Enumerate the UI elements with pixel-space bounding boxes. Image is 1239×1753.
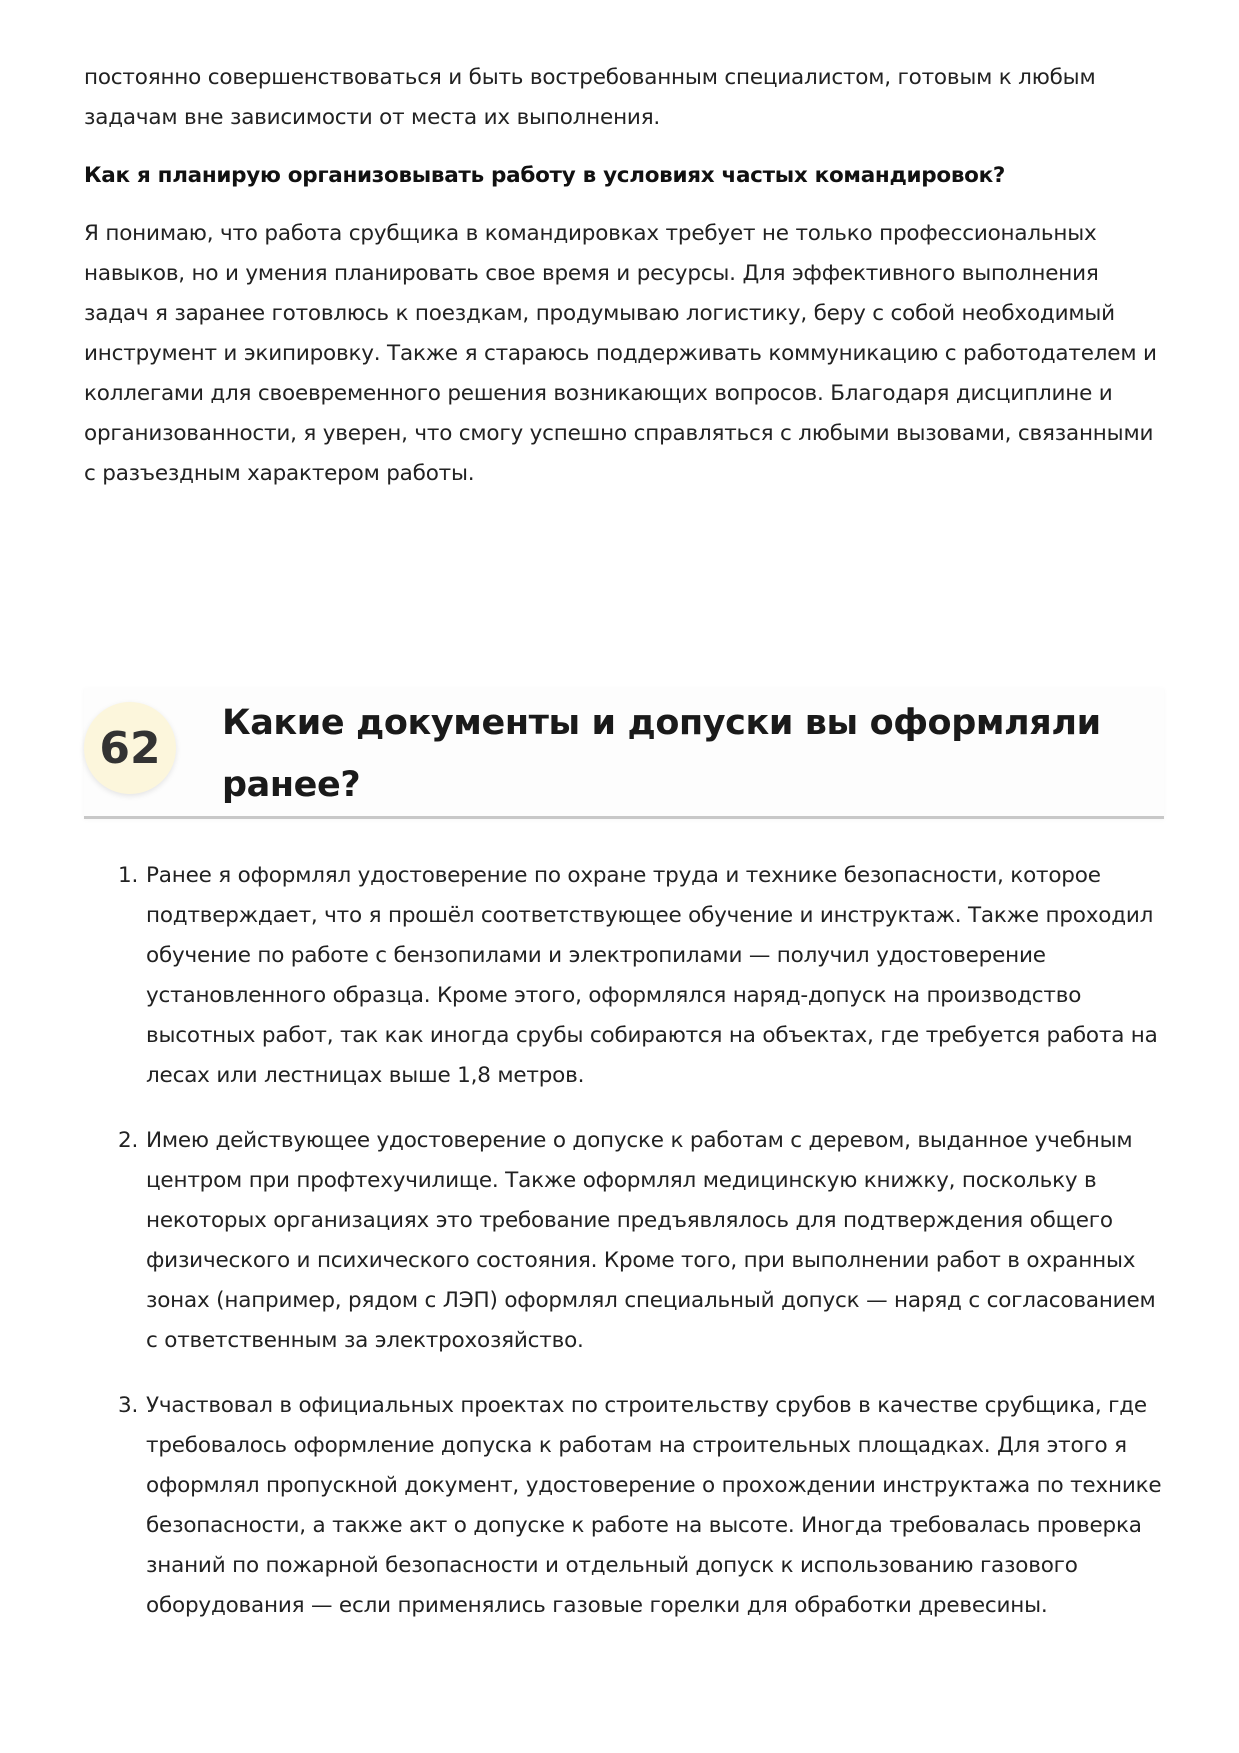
answer-item-2 [84,1121,1164,1361]
intro-question-heading: Как я планирую организовывать работу в условиях частых командировок? [84,163,1006,188]
intro-answer-paragraph: Я понимаю, что работа срубщика в командировках требует не только профессиональных навыков, но и умения планировать свое время и ресурсы. Для эффективного выполнения задач я заранее готовлюсь к поездкам, продумываю логистику, беру с собой необходимый инструмент и экипировку. Также я стараюсь поддерживать коммуникацию с работодателем и коллегами для своевременного решения возникающих вопросов. Благодаря дисциплине и организованности, я уверен, что смогу успешно справляться с любыми вызовами, связанными с разъездным характером работы. [84,221,1157,486]
answer-marker: 2. [118,1128,139,1153]
answer-item-1 [84,856,1164,1096]
intro-continuation-paragraph: постоянно совершенствоваться и быть востребованным специалистом, готовым к любым задачам вне зависимости от места их выполнения. [84,65,1096,130]
answer-marker: 3. [118,1393,139,1418]
question-number-badge: 62 [84,702,176,794]
question-section-header [84,688,1164,818]
answer-marker: 1. [118,863,139,888]
answers-list [84,856,1164,1651]
intro-content [84,58,1164,494]
question-title: Какие документы и допуски вы оформляли ранее? [222,703,1101,805]
answer-text: Имею действующее удостоверение о допуске к работам с деревом, выданное учебным центром при профтехучилище. Также оформлял медицинскую книжку, поскольку в некоторых организациях это требование предъявлялось для подтверждения общего физического и психического состояния. Кроме того, при выполнении работ в охранных зонах (например, рядом с ЛЭП) оформлял специальный допуск — наряд с согласованием с ответственным за электрохозяйство. [146,1128,1156,1353]
answer-item-3 [84,1386,1164,1626]
answer-text: Участвовал в официальных проектах по строительству срубов в качестве срубщика, где требовалось оформление допуска к работам на строительных площадках. Для этого я оформлял пропускной документ, удостоверение о прохождении инструктажа по технике безопасности, а также акт о допуске к работе на высоте. Иногда требовалась проверка знаний по пожарной безопасности и отдельный допуск к использованию газового оборудования — если применялись газовые горелки для обработки древесины. [146,1393,1162,1618]
answer-text: Ранее я оформлял удостоверение по охране труда и технике безопасности, которое подтверждает, что я прошёл соответствующее обучение и инструктаж. Также проходил обучение по работе с бензопилами и электропилами — получил удостоверение установленного образца. Кроме этого, оформлялся наряд-допуск на производство высотных работ, так как иногда срубы собираются на объектах, где требуется работа на лесах или лестницах выше 1,8 метров. [146,863,1158,1088]
